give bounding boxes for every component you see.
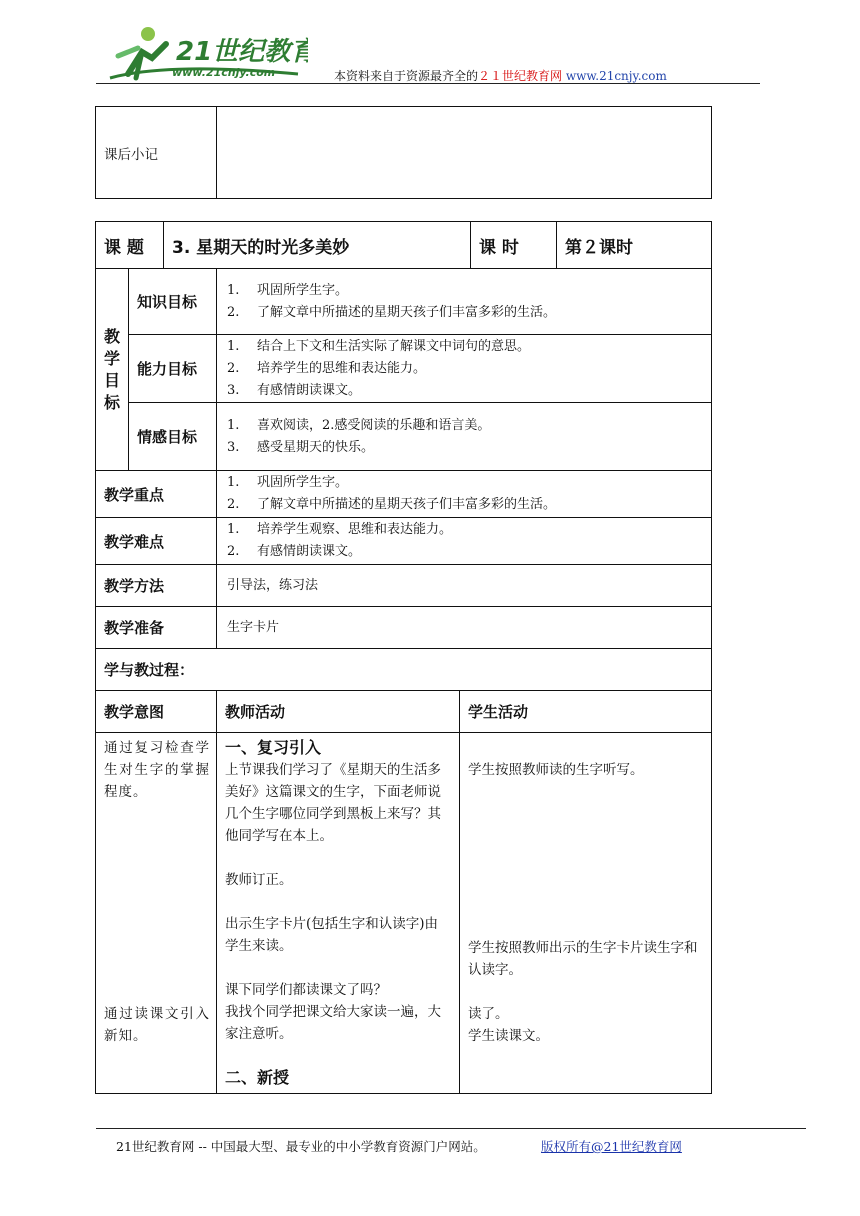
- logo-url: www.21cnjy.com: [172, 66, 276, 79]
- emotion-goal-list: [217, 403, 712, 471]
- teacher-p3: 出示生字卡片(包括生字和认读字)由学生来读。: [225, 916, 439, 954]
- focus-list: [217, 471, 712, 518]
- list-item: 1. 培养学生观察、思维和表达能力。: [227, 522, 453, 537]
- list-item: 2. 了解文章中所描述的星期天孩子们丰富多彩的生活。: [227, 304, 557, 320]
- intent-cell: [96, 733, 217, 1094]
- site-logo: [108, 22, 308, 84]
- intent-1: 通过复习检查学生对生字的掌握程度。: [104, 740, 210, 800]
- teacher-heading-2: 二、新授: [225, 1068, 290, 1087]
- list-item: 2. 了解文章中所描述的星期天孩子们丰富多彩的生活。: [227, 497, 557, 512]
- copyright-link[interactable]: 版权所有@21世纪教育网: [541, 1139, 682, 1154]
- goals-char: 学: [103, 348, 120, 368]
- difficulty-list: [217, 518, 712, 565]
- teacher-p4: 课下同学们都读课文了吗？: [225, 982, 387, 998]
- prep-value: 生字卡片: [217, 607, 712, 649]
- process-table: [95, 690, 712, 1094]
- notes-table: [95, 106, 712, 199]
- header-divider: [96, 83, 760, 84]
- list-item: 3. 感受星期天的快乐。: [227, 439, 375, 455]
- method-value: 引导法，练习法: [217, 565, 712, 607]
- focus-label: 教学重点: [96, 471, 217, 518]
- student-s3: 读了。: [468, 1006, 509, 1022]
- header-note: [334, 67, 667, 84]
- student-cell: [460, 733, 712, 1094]
- logo-text: 21世纪教育: [176, 37, 308, 67]
- goals-char: 标: [103, 392, 120, 412]
- student-s1: 学生按照教师读的生字听写。: [468, 762, 644, 778]
- period-label: 课 时: [471, 222, 557, 269]
- difficulty-label: 教学难点: [96, 518, 217, 565]
- ability-goal-label: 能力目标: [129, 335, 217, 403]
- prep-label: 教学准备: [96, 607, 217, 649]
- goals-char: 目: [103, 370, 120, 390]
- header-note-prefix: 本资料来自于资源最齐全的: [334, 69, 479, 83]
- teacher-p2: 教师订正。: [225, 872, 293, 888]
- col-student-header: 学生活动: [460, 691, 712, 733]
- period-value: 第２课时: [557, 222, 712, 269]
- emotion-goal-label: 情感目标: [129, 403, 217, 471]
- list-item: 3. 有感情朗读课文。: [227, 382, 362, 398]
- footer-text: 21世纪教育网 -- 中国最大型、最专业的中小学教育资源门户网站。: [116, 1139, 486, 1154]
- teacher-p1: 上节课我们学习了《星期天的生活多美好》这篇课文的生字，下面老师说几个生字哪位同学到黑板上来写？其他同学写在本上。: [225, 762, 441, 844]
- list-item: 2. 有感情朗读课文。: [227, 544, 362, 559]
- process-label: 学与教过程：: [96, 649, 712, 691]
- teacher-cell: [217, 733, 460, 1094]
- goals-label: [96, 269, 129, 471]
- topic-value: 3. 星期天的时光多美妙: [164, 222, 471, 269]
- teacher-p5: 我找个同学把课文给大家读一遍，大家注意听。: [225, 1004, 441, 1042]
- lesson-topic-table: [95, 221, 712, 269]
- student-s2: 学生按照教师出示的生字卡片读生字和认读字。: [468, 940, 698, 978]
- list-item: 1. 巩固所学生字。: [227, 282, 349, 298]
- intent-2: 通过读课文引入新知。: [104, 1006, 210, 1044]
- runner-logo-icon: [108, 22, 308, 84]
- header-brand-link[interactable]: ２１世纪教育网: [478, 69, 563, 83]
- topic-label: 课 题: [96, 222, 164, 269]
- list-item: 1. 巩固所学生字。: [227, 475, 349, 490]
- knowledge-goal-list: [217, 269, 712, 335]
- teacher-heading-1: 一、复习引入: [225, 738, 322, 757]
- ability-goal-list: [217, 335, 712, 403]
- header-url-link[interactable]: www.21cnjy.com: [565, 69, 667, 83]
- col-teacher-header: 教师活动: [217, 691, 460, 733]
- list-item: 1. 喜欢阅读，2.感受阅读的乐趣和语言美。: [227, 417, 491, 433]
- method-label: 教学方法: [96, 565, 217, 607]
- info-table: [95, 470, 712, 691]
- col-intent-header: 教学意图: [96, 691, 217, 733]
- list-item: 2. 培养学生的思维和表达能力。: [227, 360, 427, 376]
- student-s4: 学生读课文。: [468, 1028, 549, 1044]
- goals-char: 教: [103, 326, 120, 346]
- knowledge-goal-label: 知识目标: [129, 269, 217, 335]
- goals-table: [95, 268, 712, 471]
- notes-value: [217, 107, 712, 199]
- list-item: 1. 结合上下文和生活实际了解课文中词句的意思。: [227, 338, 531, 354]
- student-s3-group: [468, 1003, 703, 1047]
- footer-divider: [96, 1128, 806, 1129]
- notes-label: 课后小记: [96, 107, 217, 199]
